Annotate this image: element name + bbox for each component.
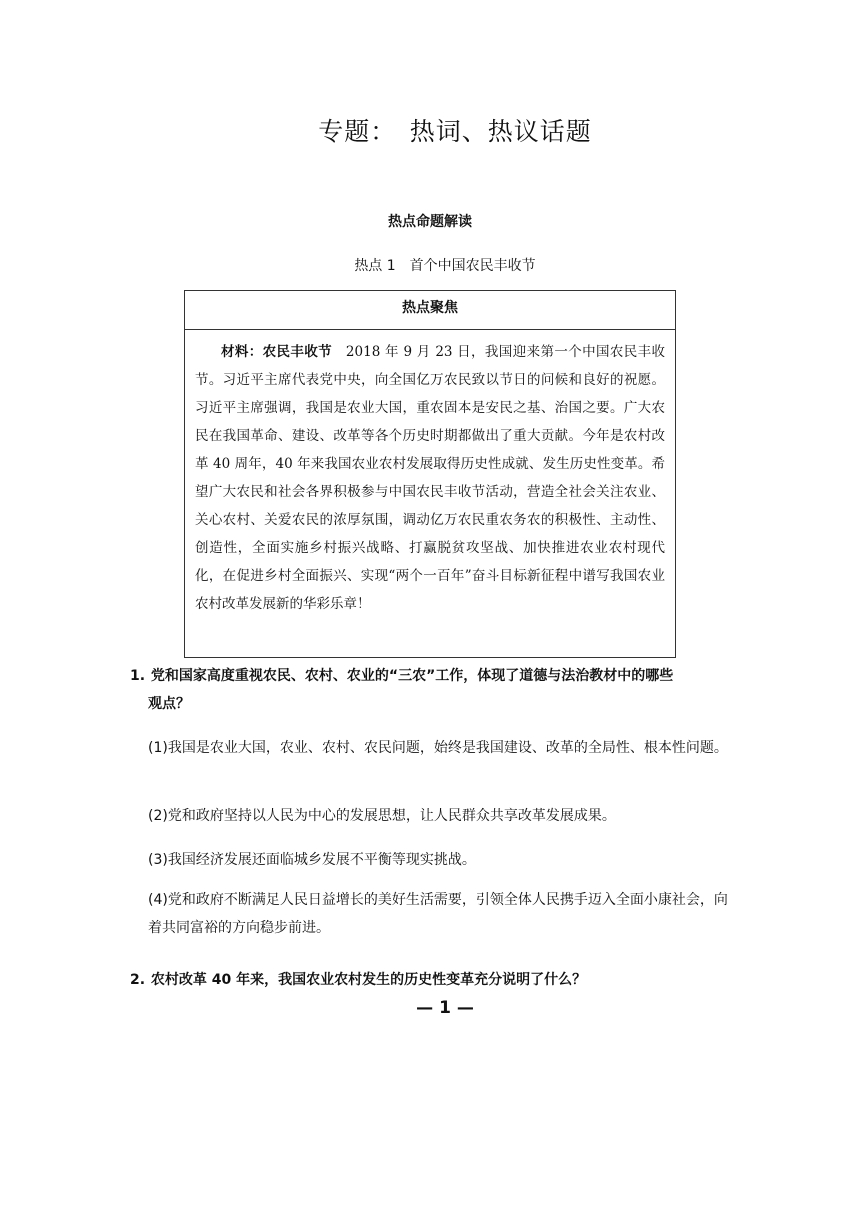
question-1 xyxy=(130,662,736,718)
answer-3: (3)我国经济发展还面临城乡发展不平衡等现实挑战。 xyxy=(148,852,476,868)
hotspot-title: 热点 1 首个中国农民丰收节 xyxy=(354,258,536,274)
box-header: 热点聚焦 xyxy=(185,291,675,330)
page-title: 专题： 热词、热议话题 xyxy=(318,117,592,146)
hotspot-focus-box xyxy=(184,290,676,658)
material-text: 2018 年 9 月 23 日，我国迎来第一个中国农民丰收节。习近平主席代表党中央，向全国亿万农民致以节日的问候和良好的祝愿。习近平主席强调，我国是农业大国，重农固本是安民之基、治国之要。广大农民在我国革命、建设、改革等各个历史时期都做出了重大贡献。今年是农村改革 40 周年，40 年来我国农业农村发展取得历史性成就、发生历史性变革。希望广大农民和社会各界积极参与中国农民丰收节活动，营造全社会关注农业、关心农村、关爱农民的浓厚氛围，调动亿万农民重农务农的积极性、主动性、创造性，全面实施乡村振兴战略、打赢脱贫攻坚战、加快推进农业农村现代化，在促进乡村全面振兴、实现“两个一百年”奋斗目标新征程中谱写我国农业农村改革发展新的华彩乐章！ xyxy=(195,344,665,612)
question-text: 党和国家高度重视农民、农村、农业的“三农”工作，体现了道德与法治教材中的哪些 xyxy=(150,668,674,684)
section-heading: 热点命题解读 xyxy=(388,214,472,230)
answer-2: (2)党和政府坚持以人民为中心的发展思想，让人民群众共享改革发展成果。 xyxy=(148,808,616,824)
question-number: 1. xyxy=(130,668,146,684)
question-2 xyxy=(130,966,736,994)
question-number: 2. xyxy=(130,972,146,988)
question-text-continued: 观点？ xyxy=(148,696,190,712)
question-text: 农村改革 40 年来，我国农业农村发生的历史性变革充分说明了什么？ xyxy=(150,972,587,988)
page-number: — 1 — xyxy=(416,998,474,1018)
answer-4: (4)党和政府不断满足人民日益增长的美好生活需要，引领全体人民携手迈入全面小康社会，向着共同富裕的方向稳步前进。 xyxy=(148,892,728,936)
material-label: 材料：农民丰收节 xyxy=(221,344,333,360)
material-paragraph xyxy=(185,330,675,618)
answer-1: (1)我国是农业大国，农业、农村、农民问题，始终是我国建设、改革的全局性、根本性问题。 xyxy=(148,740,728,756)
